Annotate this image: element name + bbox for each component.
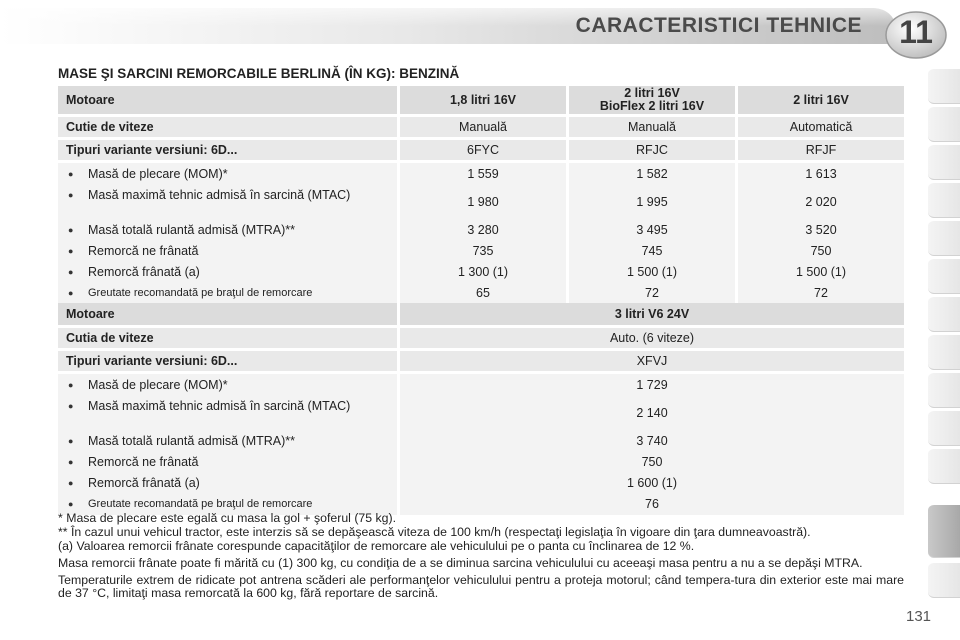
table-row-masses xyxy=(58,374,904,515)
table-row-variants xyxy=(58,140,904,160)
table-row-variants xyxy=(58,351,904,371)
chapter-tab[interactable] xyxy=(928,220,960,256)
footnote-temperature: Temperaturile extrem de ridicate pot antrena scăderi ale performanţelor vehiculului pentru a proteja motorul; când tempera-tura din exterior este mai mare de 37 °C, limitaţi masa remorcată la 600 kg, fără reportare de sarcină. xyxy=(58,573,904,600)
section-title: MASE ŞI SARCINI REMORCABILE BERLINĂ (ÎN KG): BENZINĂ xyxy=(58,66,460,81)
engine-col-3: 2 litri 16V xyxy=(735,86,904,114)
mass-value: 1 980 xyxy=(467,195,499,209)
mass-value: 3 280 xyxy=(467,223,499,237)
mass-values-col-1 xyxy=(397,374,904,515)
mass-value: 1 600 (1) xyxy=(626,476,678,490)
engines-label: Motoare xyxy=(58,303,397,325)
mass-value: 72 xyxy=(645,286,659,300)
mass-value: 76 xyxy=(645,497,659,511)
variant-value: RFJC xyxy=(566,140,735,160)
mass-value: 1 559 xyxy=(467,167,499,181)
engines-label: Motoare xyxy=(58,86,397,114)
chapter-tab[interactable] xyxy=(928,144,960,180)
chapter-tab-active[interactable] xyxy=(928,504,960,558)
chapter-tab[interactable] xyxy=(928,182,960,218)
chapter-tab[interactable] xyxy=(928,296,960,332)
footnote-trailer-increase: Masa remorcii frânate poate fi mărită cu (1) 300 kg, cu condiţia de a se diminua sarcina vehiculului cu aceeaşi masa pentru a nu a se depăşi MTRA. xyxy=(58,556,863,570)
gearbox-value: Auto. (6 viteze) xyxy=(397,328,904,348)
list-item: ● Masă totală rulantă admisă (MTRA)** xyxy=(66,434,389,448)
mass-value: 1 613 xyxy=(805,167,837,181)
chapter-tab[interactable] xyxy=(928,334,960,370)
spec-table-v6 xyxy=(58,300,904,518)
gearbox-value: Automatică xyxy=(735,117,904,137)
variants-label: Tipuri variante versiuni: 6D... xyxy=(58,140,397,160)
list-item: ● Greutate recomandată pe braţul de remorcare xyxy=(66,497,389,511)
mass-value: 1 582 xyxy=(636,167,668,181)
variant-value: XFVJ xyxy=(397,351,904,371)
table-row-gearbox xyxy=(58,117,904,137)
mass-value: 750 xyxy=(641,455,663,469)
chapter-tab[interactable] xyxy=(928,448,960,484)
chapter-tab[interactable] xyxy=(928,562,960,598)
footnote-mom: * Masa de plecare este egală cu masa la gol + şoferul (75 kg). xyxy=(58,511,397,525)
footnote-braked-trailer: (a) Valoarea remorcii frânate corespunde capacităţilor de remorcare ale vehiculului pe o panta cu înclinarea de 12 %. xyxy=(58,539,695,553)
mass-value: 1 995 xyxy=(636,195,668,209)
chapter-tab[interactable] xyxy=(928,410,960,446)
list-item: ● Masă de plecare (MOM)* xyxy=(66,167,389,181)
mass-values-col-1 xyxy=(397,163,566,304)
engine-col-1: 1,8 litri 16V xyxy=(397,86,566,114)
mass-values-col-3 xyxy=(735,163,904,304)
list-item: ● Masă maximă tehnic admisă în sarcină (MTAC) xyxy=(66,399,389,427)
mass-values-col-2 xyxy=(566,163,735,304)
gearbox-label: Cutie de viteze xyxy=(58,117,397,137)
list-item: ● Remorcă ne frânată xyxy=(66,244,389,258)
mass-value: 3 740 xyxy=(636,434,668,448)
mass-value: 750 xyxy=(810,244,832,258)
chapter-tab[interactable] xyxy=(928,106,960,142)
table-row-masses xyxy=(58,163,904,304)
table-row-gearbox xyxy=(58,328,904,348)
mass-value: 1 729 xyxy=(636,378,668,392)
mass-value: 2 020 xyxy=(805,195,837,209)
chapter-number: 11 xyxy=(899,14,933,50)
list-item: ● Remorcă ne frânată xyxy=(66,455,389,469)
mass-value: 1 500 (1) xyxy=(626,265,678,279)
chapter-tabs xyxy=(928,68,960,628)
gearbox-label: Cutia de viteze xyxy=(58,328,397,348)
list-item: ● Remorcă frânată (a) xyxy=(66,265,389,279)
mass-labels xyxy=(58,163,397,304)
list-item: ● Masă totală rulantă admisă (MTRA)** xyxy=(66,223,389,237)
variant-value: 6FYC xyxy=(397,140,566,160)
chapter-tab[interactable] xyxy=(928,372,960,408)
mass-labels xyxy=(58,374,397,515)
chapter-title: CARACTERISTICI TEHNICE xyxy=(575,14,862,37)
mass-value: 735 xyxy=(472,244,494,258)
list-item: ● Masă de plecare (MOM)* xyxy=(66,378,389,392)
list-item: ● Masă maximă tehnic admisă în sarcină (MTAC) xyxy=(66,188,389,216)
page-number: 131 xyxy=(906,608,932,625)
mass-value: 3 520 xyxy=(805,223,837,237)
list-item: ● Greutate recomandată pe braţul de remorcare xyxy=(66,286,389,300)
list-item: ● Remorcă frânată (a) xyxy=(66,476,389,490)
variant-value: RFJF xyxy=(735,140,904,160)
footnotes xyxy=(58,512,904,601)
table-row-engines xyxy=(58,303,904,325)
table-row-engines xyxy=(58,86,904,114)
mass-value: 65 xyxy=(476,286,490,300)
chapter-tab[interactable] xyxy=(928,68,960,104)
mass-value: 745 xyxy=(641,244,663,258)
mass-value: 2 140 xyxy=(636,406,668,420)
spec-table-petrol xyxy=(58,83,904,307)
mass-value: 1 300 (1) xyxy=(457,265,509,279)
chapter-tab[interactable] xyxy=(928,258,960,294)
gearbox-value: Manuală xyxy=(397,117,566,137)
gearbox-value: Manuală xyxy=(566,117,735,137)
engine-col-1: 3 litri V6 24V xyxy=(397,303,904,325)
footnote-speed: ** În cazul unui vehicul tractor, este interzis să se depăşească viteza de 100 km/h (respectaţi legislaţia în vigoare din ţara dumneavoastră). xyxy=(58,525,811,539)
mass-value: 1 500 (1) xyxy=(795,265,847,279)
variants-label: Tipuri variante versiuni: 6D... xyxy=(58,351,397,371)
engine-col-2: 2 litri 16V BioFlex 2 litri 16V xyxy=(566,86,735,114)
mass-value: 3 495 xyxy=(636,223,668,237)
mass-value: 72 xyxy=(814,286,828,300)
